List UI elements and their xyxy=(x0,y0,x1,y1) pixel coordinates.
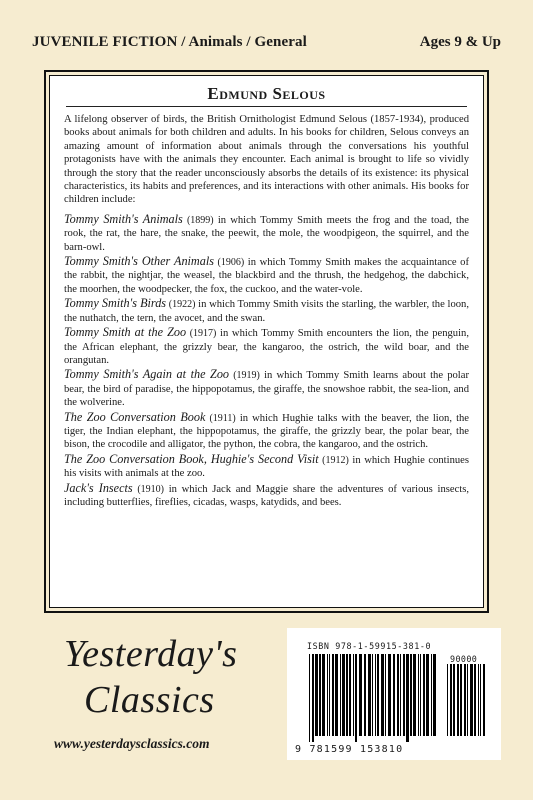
book-year: (1906) xyxy=(217,257,245,269)
barcode-bar xyxy=(450,664,452,736)
isbn-label: ISBN 978-1-59915-381-0 xyxy=(307,641,432,651)
book-entry xyxy=(64,213,469,254)
publisher-logo xyxy=(40,632,270,732)
book-description: in which Hughie continues his visits with animals at the zoo. xyxy=(64,454,469,480)
top-bar xyxy=(0,0,533,58)
author-name: Edmund Selous xyxy=(207,84,326,103)
book-title: Tommy Smith at the Zoo xyxy=(64,325,187,340)
barcode-bar xyxy=(403,654,405,736)
book-title: Tommy Smith's Again at the Zoo xyxy=(64,367,230,382)
category-label: JUVENILE FICTION / Animals / General xyxy=(32,34,307,50)
publisher-website: www.yesterdaysclassics.com xyxy=(54,736,210,751)
barcode-bar xyxy=(457,664,459,736)
barcode-bar xyxy=(474,664,476,736)
divider xyxy=(66,106,467,107)
barcode-bar xyxy=(467,664,468,736)
barcode-bar xyxy=(460,664,462,736)
barcode-bar xyxy=(420,654,421,736)
book-description: in which Tommy Smith encounters the lion, the penguin, the African elephant, the grizzly bear, the kangaroo, the ostrich, the wild boar, and the orangutan. xyxy=(64,328,469,366)
book-year: (1917) xyxy=(189,328,217,340)
barcode-bar xyxy=(406,654,409,742)
book-description: in which Hughie talks with the beaver, the lion, the tiger, the Indian elephant, the hippopotamus, the giraffe, the grizzly bear, the polar bear, the bison, the crocodile and alligator, the python, the cobra, the kangaroo, and the ostrich. xyxy=(64,412,470,451)
book-entry xyxy=(64,453,469,481)
logo-text-line2: Classics xyxy=(84,679,215,721)
barcode-bar xyxy=(368,654,371,736)
barcode-bar xyxy=(372,654,373,736)
barcode-bar xyxy=(381,654,384,736)
book-title: Tommy Smith's Other Animals xyxy=(64,254,214,269)
barcode-bar xyxy=(309,654,310,742)
barcode-bar xyxy=(377,654,379,736)
barcode-bar xyxy=(410,654,412,736)
book-description: in which Tommy Smith learns about the polar bear, the bird of paradise, the hippopotamus, the giraffe, the snowshoe rabbit, the sea-lion, and the wolverine. xyxy=(64,370,469,409)
barcode-bar xyxy=(346,654,348,736)
barcode-bar xyxy=(342,654,345,736)
barcode-bar xyxy=(385,654,386,736)
barcode-bar xyxy=(340,654,341,736)
book-year: (1919) xyxy=(233,370,260,382)
price-code-label: 90000 xyxy=(450,654,478,664)
book-entry xyxy=(64,411,469,452)
barcode-bar xyxy=(327,654,328,736)
book-entry xyxy=(64,326,469,367)
barcode-bar xyxy=(388,654,391,736)
barcode-bar xyxy=(423,654,425,736)
book-year: (1899) xyxy=(186,214,214,226)
book-entry xyxy=(64,297,469,325)
book-title: The Zoo Conversation Book xyxy=(64,409,206,424)
barcode-bar xyxy=(355,654,357,742)
barcode-bar xyxy=(470,664,473,736)
book-title: Jack's Insects xyxy=(64,480,133,495)
book-title: Tommy Smith's Animals xyxy=(64,211,183,226)
description-panel-inner xyxy=(49,75,484,608)
barcode-bar xyxy=(332,654,334,736)
barcode-bar xyxy=(464,664,466,736)
barcode-bar xyxy=(329,654,330,736)
barcode-bar xyxy=(359,654,362,736)
barcode-bar xyxy=(418,654,419,736)
description-panel xyxy=(44,70,489,613)
book-year: (1911) xyxy=(209,412,236,424)
barcode-bar xyxy=(400,654,401,736)
barcode-bar xyxy=(364,654,366,736)
barcode-bar xyxy=(431,654,432,736)
barcode-bar xyxy=(480,664,481,736)
barcode-bar xyxy=(483,664,485,736)
book-year: (1922) xyxy=(168,299,196,311)
logo-text-line1: Yesterday's xyxy=(64,633,238,675)
book-description: in which Tommy Smith makes the acquaintance of the rabbit, the nightjar, the weasel, the blackbird and the thrush, the hedgehog, the dabchick, the moorhen, the woodpecker, the fox, the cuckoo, and the water-vole. xyxy=(64,257,469,295)
book-title: The Zoo Conversation Book, Hughie's Second Visit xyxy=(64,451,319,466)
barcode-bar xyxy=(426,654,429,736)
barcode-bar xyxy=(453,664,455,736)
ean-number-label: 9 781599 153810 xyxy=(295,744,404,755)
age-range-label: Ages 9 & Up xyxy=(419,34,501,50)
book-title: Tommy Smith's Birds xyxy=(64,296,167,311)
book-year: (1910) xyxy=(137,483,164,495)
barcode-bar xyxy=(447,664,448,736)
barcode-bar xyxy=(312,654,314,742)
book-entry xyxy=(64,368,469,409)
book-entry xyxy=(64,482,469,510)
barcode-bar xyxy=(349,654,351,736)
ean-barcode xyxy=(309,654,439,742)
barcode-bar xyxy=(478,664,479,736)
book-description: in which Jack and Maggie share the adventures of various insects, including butterflies, fireflies, cicadas, wasps, katydids, and bees. xyxy=(64,483,469,508)
barcode-bar xyxy=(335,654,338,736)
barcode-bar xyxy=(433,654,436,736)
barcode-bar xyxy=(397,654,399,736)
barcode-bar xyxy=(413,654,416,736)
price-barcode xyxy=(447,664,491,742)
barcode-bar xyxy=(315,654,318,736)
barcode-bar xyxy=(393,654,395,736)
book-entry xyxy=(64,255,469,296)
book-year: (1912) xyxy=(322,454,349,466)
barcode-bar xyxy=(322,654,325,736)
barcode-bar xyxy=(375,654,376,736)
book-description: in which Tommy Smith meets the frog and the toad, the rook, the rat, the hare, the snake, the peewit, the mole, the woodpigeon, the squirrel, and the barn-owl. xyxy=(64,214,470,253)
book-description: in which Tommy Smith visits the starling, the warbler, the loon, the nuthatch, the tern, the avocet, and the swan. xyxy=(64,299,469,324)
intro-paragraph: A lifelong observer of birds, the British Ornithologist Edmund Selous (1857-1934), produced books about animals for both children and adults. In his books for children, Selous conveys an amazing amount of information about animals through the conversations his youthful protagonists have with the animals they encounter. Each animal is brought to life so vividly through the story that the reader unconsciously absorbs the details of its existence: its physical characteristics, its habits and preferences, and its interactions with other animals. His books for children include: xyxy=(64,114,469,206)
barcode-area xyxy=(287,628,501,760)
barcode-bar xyxy=(353,654,354,736)
barcode-bar xyxy=(319,654,321,736)
